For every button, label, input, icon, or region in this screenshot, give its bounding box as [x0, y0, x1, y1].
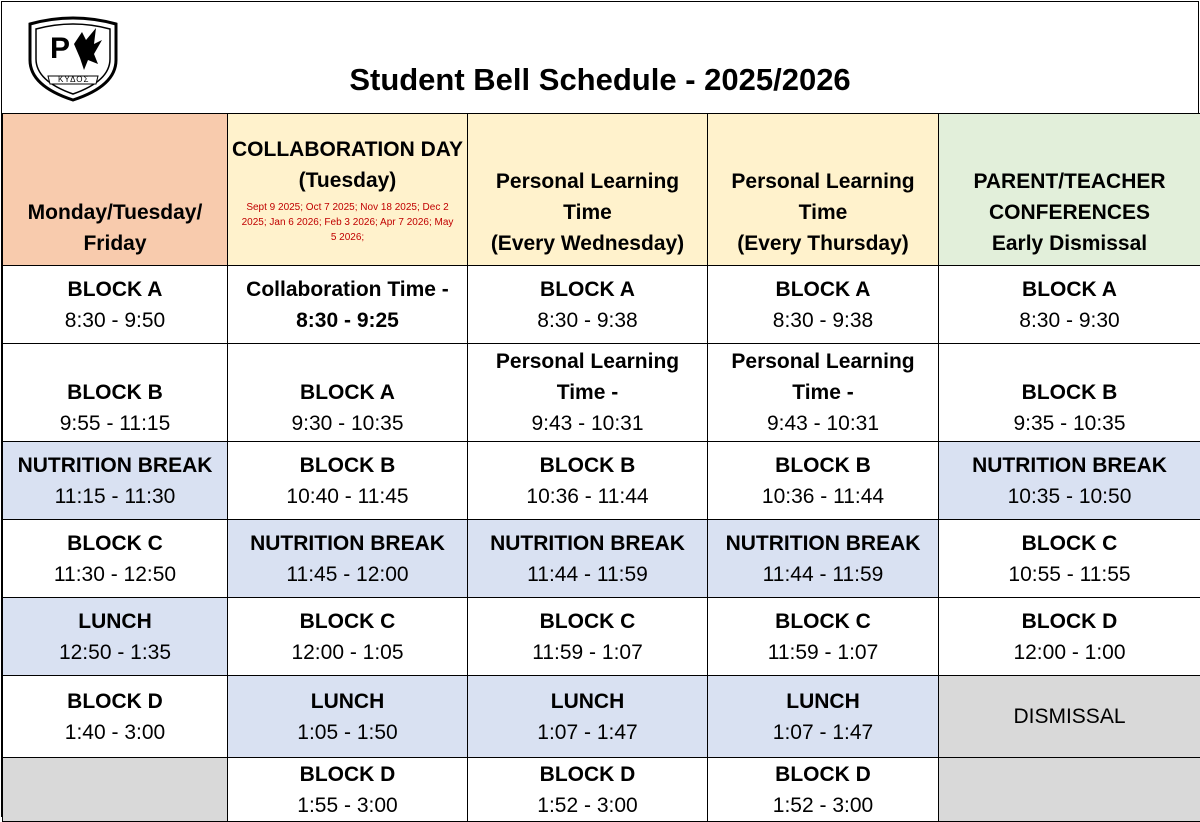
period-time: 11:44 - 11:59	[712, 559, 934, 590]
period-name: BLOCK C	[7, 528, 223, 559]
period-time: 10:36 - 11:44	[472, 481, 703, 512]
period-time: 10:40 - 11:45	[232, 481, 463, 512]
schedule-cell	[3, 344, 228, 442]
period-name: BLOCK D	[232, 759, 463, 790]
schedule-cell	[708, 266, 939, 344]
period-time: 12:00 - 1:00	[943, 637, 1196, 668]
period-time: 1:40 - 3:00	[7, 717, 223, 748]
period-name: BLOCK D	[7, 686, 223, 717]
schedule-cell	[468, 442, 708, 520]
schedule-cell	[939, 520, 1200, 598]
period-name: BLOCK C	[232, 606, 463, 637]
period-time: 8:30 - 9:30	[943, 305, 1196, 336]
period-name: NUTRITION BREAK	[472, 528, 703, 559]
period-name: BLOCK A	[712, 274, 934, 305]
period-time: 10:55 - 11:55	[943, 559, 1196, 590]
period-time: 12:00 - 1:05	[232, 637, 463, 668]
schedule-cell	[228, 344, 468, 442]
column-header-line: (Tuesday)	[232, 165, 463, 196]
period-name-continued: Time -	[712, 377, 934, 408]
logo-letter: P	[50, 32, 70, 66]
period-time: 11:15 - 11:30	[7, 481, 223, 512]
period-time: 1:07 - 1:47	[712, 717, 934, 748]
table-header-row	[3, 114, 1200, 266]
schedule-cell	[468, 520, 708, 598]
column-header-line: Early Dismissal	[943, 228, 1196, 259]
table-row	[3, 598, 1200, 676]
column-header-line: CONFERENCES	[943, 197, 1196, 228]
period-time: 9:43 - 10:31	[472, 408, 703, 439]
column-header-conferences	[939, 114, 1200, 266]
schedule-cell	[939, 344, 1200, 442]
dismissal-cell	[939, 676, 1200, 758]
period-name: NUTRITION BREAK	[943, 450, 1196, 481]
period-name: BLOCK B	[943, 377, 1196, 408]
schedule-cell	[939, 266, 1200, 344]
schedule-cell	[468, 344, 708, 442]
period-name: LUNCH	[712, 686, 934, 717]
period-time: 9:30 - 10:35	[232, 408, 463, 439]
schedule-cell	[939, 598, 1200, 676]
column-header-line: Monday/Tuesday/	[7, 197, 223, 228]
period-name: Personal Learning	[472, 346, 703, 377]
schedule-cell	[708, 758, 939, 822]
period-time: 11:30 - 12:50	[7, 559, 223, 590]
period-time: 11:59 - 1:07	[712, 637, 934, 668]
dismissal-label: DISMISSAL	[943, 701, 1196, 732]
period-name: LUNCH	[232, 686, 463, 717]
schedule-page	[1, 1, 1199, 817]
column-header-mon-tue-fri	[3, 114, 228, 266]
period-time: 9:35 - 10:35	[943, 408, 1196, 439]
empty-cell	[3, 758, 228, 822]
period-name: BLOCK D	[712, 759, 934, 790]
period-name: BLOCK A	[7, 274, 223, 305]
column-header-line: COLLABORATION DAY	[232, 134, 463, 165]
period-name: NUTRITION BREAK	[232, 528, 463, 559]
schedule-cell	[468, 758, 708, 822]
period-name: BLOCK D	[472, 759, 703, 790]
period-name: Collaboration Time -	[232, 274, 463, 305]
page-title: Student Bell Schedule - 2025/2026	[2, 62, 1198, 98]
schedule-cell	[228, 758, 468, 822]
table-row	[3, 266, 1200, 344]
column-header-line: Time	[472, 197, 703, 228]
period-time: 1:07 - 1:47	[472, 717, 703, 748]
schedule-cell	[708, 442, 939, 520]
schedule-cell	[228, 676, 468, 758]
period-name: BLOCK B	[712, 450, 934, 481]
schedule-cell	[228, 598, 468, 676]
schedule-cell	[708, 520, 939, 598]
schedule-cell	[708, 676, 939, 758]
schedule-cell	[939, 442, 1200, 520]
period-name: BLOCK B	[7, 377, 223, 408]
schedule-cell	[3, 520, 228, 598]
period-time: 1:05 - 1:50	[232, 717, 463, 748]
period-name: Personal Learning	[712, 346, 934, 377]
period-name: BLOCK A	[943, 274, 1196, 305]
column-header-collaboration-day	[228, 114, 468, 266]
schedule-cell	[3, 676, 228, 758]
column-header-line: Time	[712, 197, 934, 228]
period-name-continued: Time -	[472, 377, 703, 408]
period-name: BLOCK D	[943, 606, 1196, 637]
header	[2, 2, 1198, 114]
schedule-cell	[3, 598, 228, 676]
schedule-cell	[468, 266, 708, 344]
column-header-line: (Every Wednesday)	[472, 228, 703, 259]
period-time: 9:55 - 11:15	[7, 408, 223, 439]
period-time: 12:50 - 1:35	[7, 637, 223, 668]
period-name: NUTRITION BREAK	[712, 528, 934, 559]
schedule-cell	[3, 266, 228, 344]
schedule-cell	[468, 598, 708, 676]
schedule-cell	[708, 598, 939, 676]
period-name: BLOCK C	[472, 606, 703, 637]
period-name: NUTRITION BREAK	[7, 450, 223, 481]
table-row	[3, 344, 1200, 442]
empty-cell	[939, 758, 1200, 822]
period-time: 10:36 - 11:44	[712, 481, 934, 512]
column-header-line: (Every Thursday)	[712, 228, 934, 259]
table-row	[3, 520, 1200, 598]
period-name: BLOCK C	[943, 528, 1196, 559]
period-time: 8:30 - 9:25	[232, 305, 463, 336]
bell-schedule-table	[2, 113, 1200, 822]
column-header-line: Personal Learning	[472, 166, 703, 197]
schedule-cell	[228, 266, 468, 344]
schedule-cell	[3, 442, 228, 520]
period-name: LUNCH	[7, 606, 223, 637]
column-header-line: Personal Learning	[712, 166, 934, 197]
period-time: 10:35 - 10:50	[943, 481, 1196, 512]
period-time: 1:55 - 3:00	[232, 790, 463, 821]
period-name: BLOCK A	[232, 377, 463, 408]
schedule-cell	[228, 520, 468, 598]
collaboration-dates: Sept 9 2025; Oct 7 2025; Nov 18 2025; Dec 2 2025; Jan 6 2026; Feb 3 2026; Apr 7 2026; May 5 2026;	[232, 200, 463, 245]
table-row	[3, 676, 1200, 758]
period-time: 8:30 - 9:38	[472, 305, 703, 336]
period-time: 8:30 - 9:38	[712, 305, 934, 336]
period-time: 9:43 - 10:31	[712, 408, 934, 439]
period-time: 8:30 - 9:50	[7, 305, 223, 336]
logo-motto: ΚΥΔΟΣ	[58, 75, 89, 84]
schedule-cell	[228, 442, 468, 520]
schedule-cell	[708, 344, 939, 442]
table-row	[3, 758, 1200, 822]
period-time: 11:44 - 11:59	[472, 559, 703, 590]
period-name: BLOCK C	[712, 606, 934, 637]
column-header-line: Friday	[7, 228, 223, 259]
period-time: 1:52 - 3:00	[712, 790, 934, 821]
column-header-line: PARENT/TEACHER	[943, 166, 1196, 197]
period-time: 11:45 - 12:00	[232, 559, 463, 590]
period-time: 11:59 - 1:07	[472, 637, 703, 668]
period-name: BLOCK A	[472, 274, 703, 305]
schedule-cell	[468, 676, 708, 758]
period-name: BLOCK B	[472, 450, 703, 481]
period-name: BLOCK B	[232, 450, 463, 481]
table-row	[3, 442, 1200, 520]
period-time: 1:52 - 3:00	[472, 790, 703, 821]
column-header-wednesday	[468, 114, 708, 266]
column-header-thursday	[708, 114, 939, 266]
period-name: LUNCH	[472, 686, 703, 717]
